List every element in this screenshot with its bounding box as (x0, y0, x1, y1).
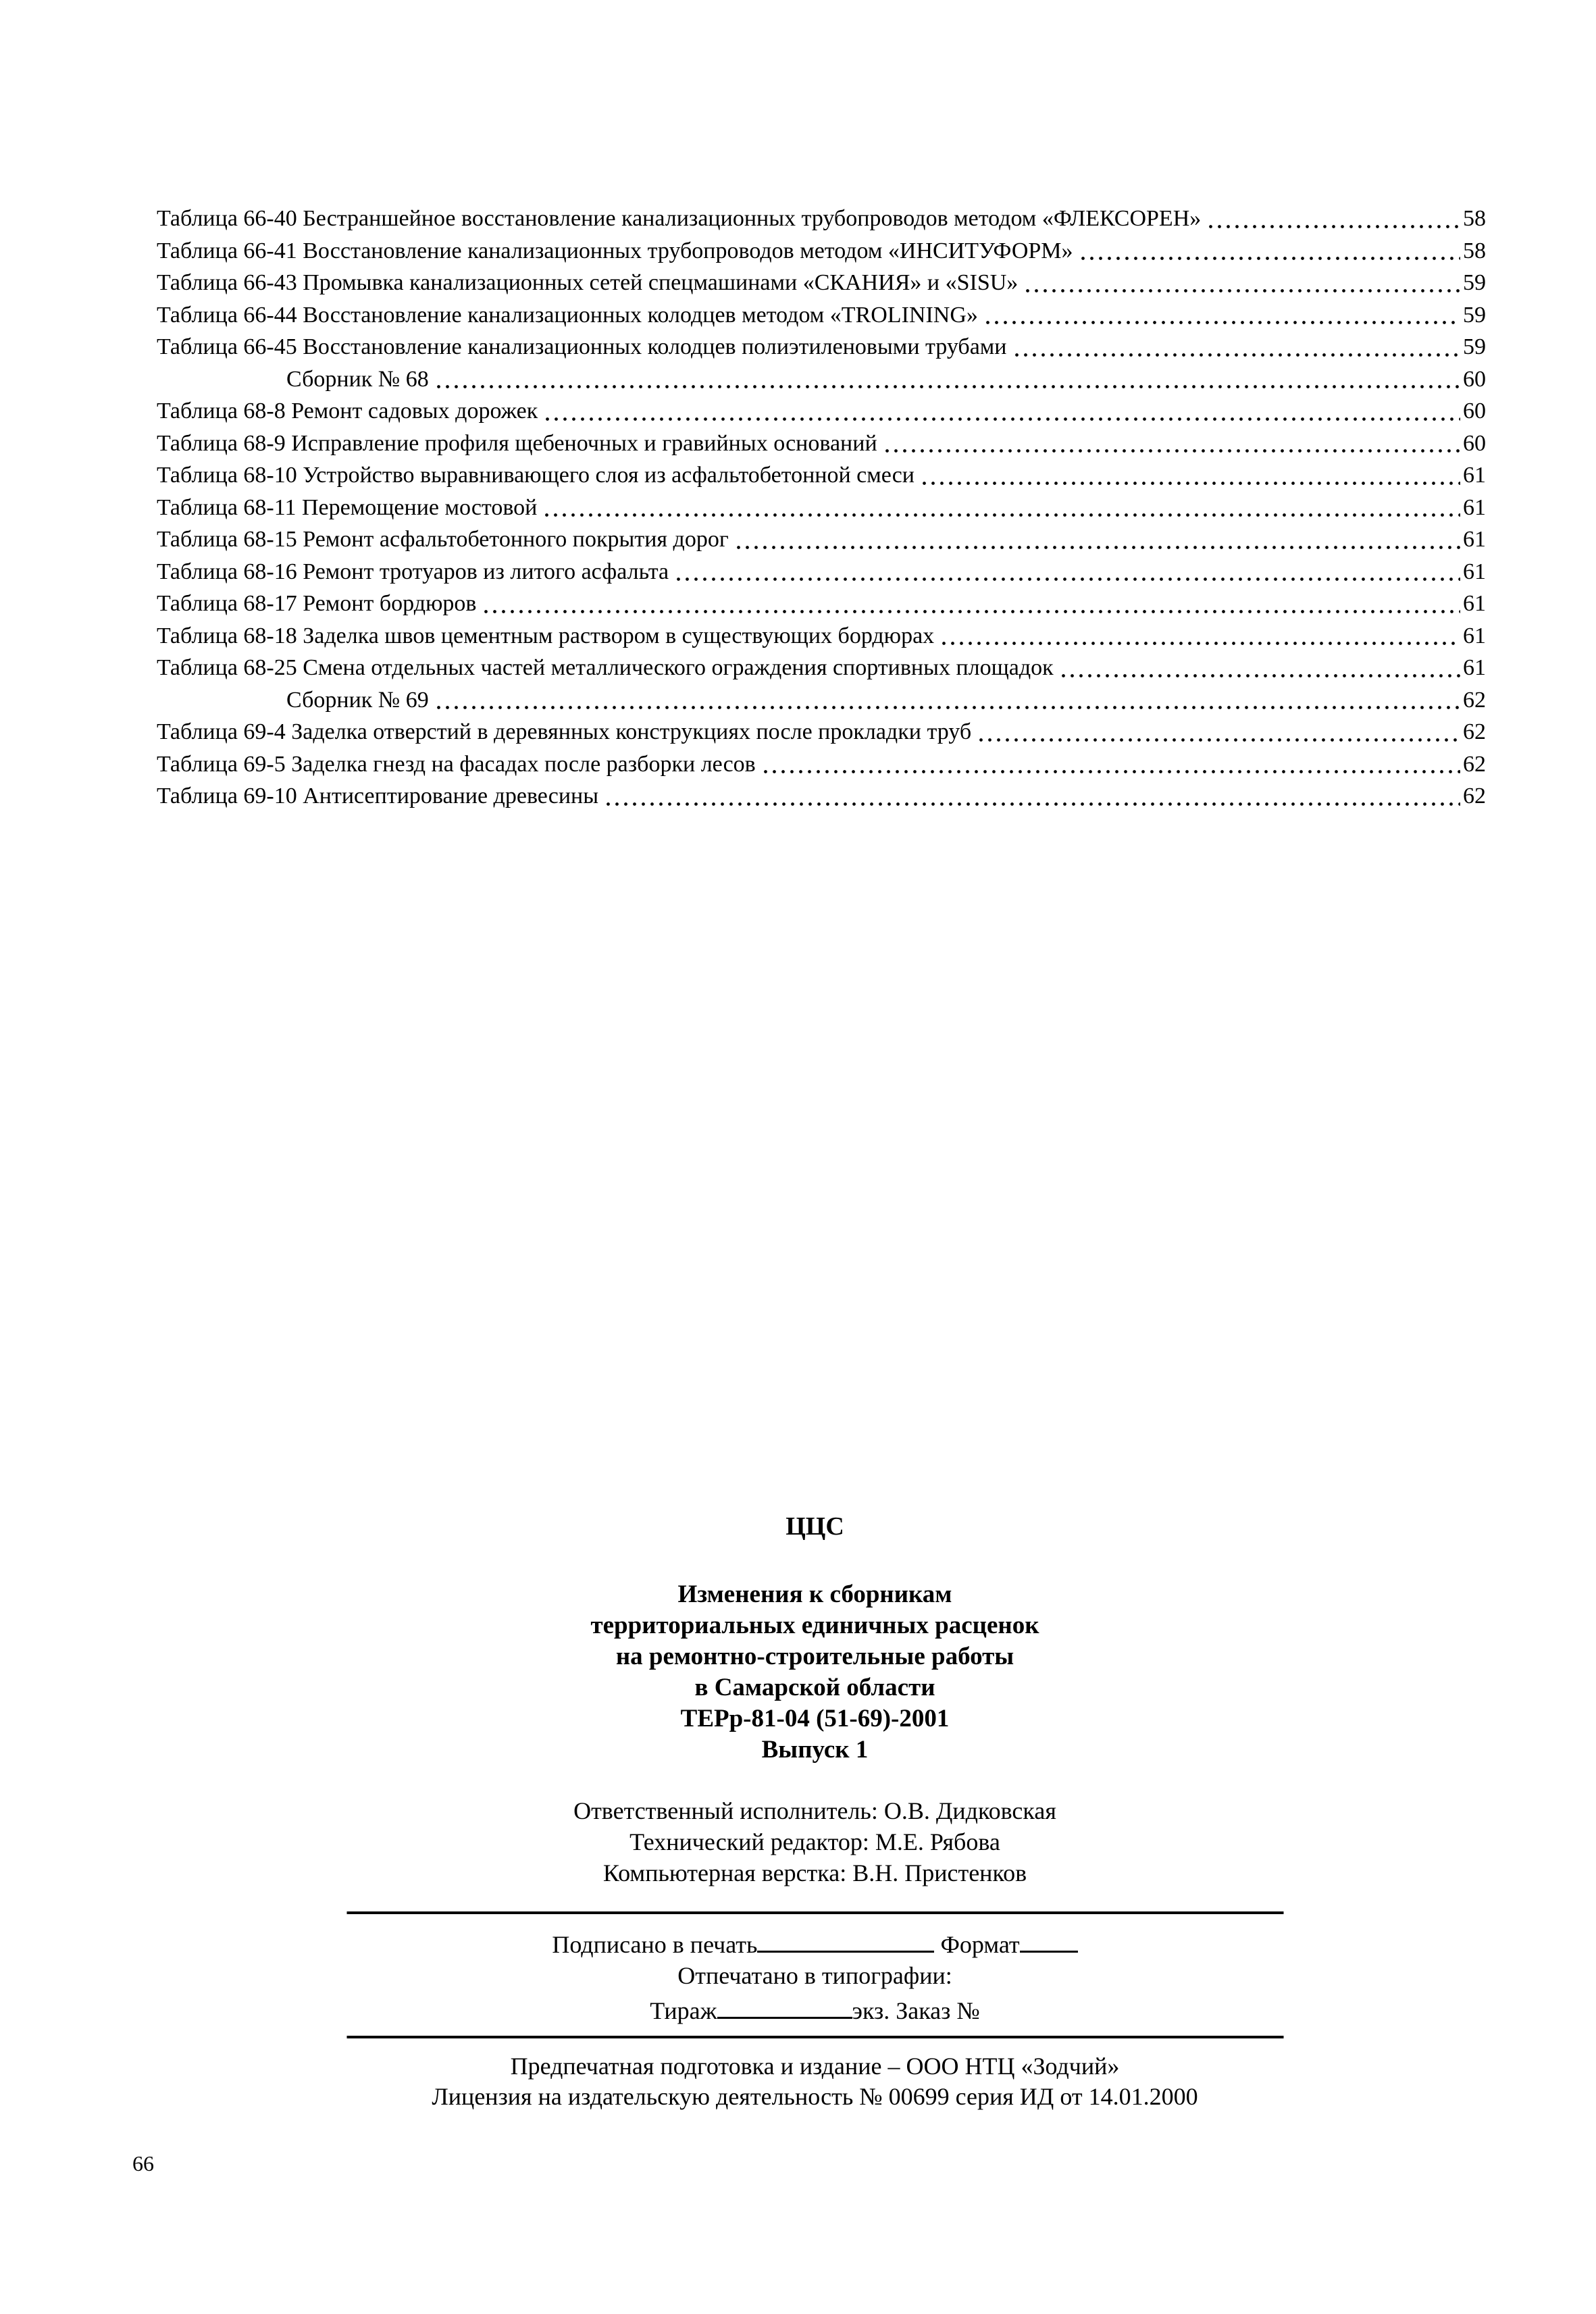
toc-entry-label: Таблица 68-25 Смена отдельных частей металлического ограждения спортивных площадок (157, 655, 1054, 680)
credit-line: Ответственный исполнитель: О.В. Дидковская (573, 1797, 1056, 1824)
toc-entry-label: Таблица 68-8 Ремонт садовых дорожек (157, 398, 538, 423)
printed-at-line: Отпечатано в типографии: (677, 1961, 952, 1989)
edition-title-line: Выпуск 1 (761, 1736, 869, 1764)
colophon (17, 0, 1596, 2314)
toc-entry-page-number: 62 (1463, 719, 1486, 744)
divider-rule-bottom (346, 2036, 1283, 2038)
signed-format-line (17, 1925, 1596, 1960)
edition-title-line: территориальных единичных расценок (590, 1612, 1039, 1639)
edition-title-line: в Самарской области (694, 1674, 935, 1701)
page-number: 66 (132, 2151, 154, 2176)
divider-rule-top (346, 1911, 1283, 1914)
toc-entry-page-number: 58 (1463, 238, 1486, 263)
toc-entry-page-number: 61 (1463, 559, 1486, 584)
publisher-abbreviation: ЦЦС (786, 1512, 844, 1541)
toc-entry-label: Таблица 68-16 Ремонт тротуаров из литого асфальта (157, 559, 669, 584)
edition-title-block (17, 1579, 1596, 1766)
toc-entry-page-number: 61 (1463, 591, 1486, 616)
toc-entry-label: Таблица 68-15 Ремонт асфальтобетонного покрытия дорог (157, 527, 729, 552)
signed-to-print-label: Подписано в печать (552, 1930, 758, 1958)
toc-entry-page-number: 60 (1463, 366, 1486, 392)
toc-entry-label: Таблица 68-18 Заделка швов цементным раствором в существующих бордюрах (157, 623, 935, 648)
toc-entry-page-number: 59 (1463, 270, 1486, 295)
tirazh-label: Тираж (650, 1997, 717, 2024)
tirazh-blank-field (717, 1991, 852, 2019)
toc-entry-page-number: 61 (1463, 623, 1486, 648)
toc-entry-page-number: 59 (1463, 302, 1486, 328)
toc-entry-page-number: 60 (1463, 430, 1486, 456)
edition-title-line: на ремонтно-строительные работы (615, 1643, 1014, 1670)
toc-entry-label: Таблица 69-4 Заделка отверстий в деревянных конструкциях после прокладки труб (157, 719, 972, 744)
toc-entry-label: Таблица 66-40 Бестраншейное восстановление канализационных трубопроводов методом «ФЛЕКСОРЕН» (157, 206, 1202, 231)
license-line: Лицензия на издательскую деятельность № 00699 серия ИД от 14.01.2000 (432, 2083, 1198, 2110)
toc-entry-label: Сборник № 68 (286, 366, 429, 392)
toc-entry-page-number: 60 (1463, 398, 1486, 423)
edition-title-line: Изменения к сборникам (677, 1580, 952, 1608)
format-blank-field (1020, 1925, 1078, 1953)
credits-block (17, 1795, 1596, 1888)
toc-entry-label: Сборник № 69 (286, 687, 429, 713)
prepress-publisher-line: Предпечатная подготовка и издание – ООО НТЦ «Зодчий» (510, 2053, 1120, 2080)
format-label: Формат (940, 1930, 1020, 1958)
toc-entry-label: Таблица 66-41 Восстановление канализационных трубопроводов методом «ИНСИТУФОРМ» (157, 238, 1073, 263)
credit-line: Компьютерная верстка: В.Н. Пристенков (602, 1859, 1027, 1886)
toc-entry-page-number: 62 (1463, 783, 1486, 808)
toc-entry-page-number: 62 (1463, 687, 1486, 713)
print-info-block (17, 1925, 1596, 2026)
edition-title-line: ТЕРр-81-04 (51-69)-2001 (680, 1705, 950, 1732)
toc-entry-label: Таблица 69-5 Заделка гнезд на фасадах после разборки лесов (157, 751, 756, 777)
toc-entry-page-number: 61 (1463, 463, 1486, 488)
signed-date-blank-field (757, 1925, 934, 1953)
toc-entry-label: Таблица 68-11 Перемощение мостовой (157, 494, 538, 520)
toc-entry-page-number: 59 (1463, 334, 1486, 359)
toc-entry-label: Таблица 66-45 Восстановление канализационных колодцев полиэтиленовыми трубами (157, 334, 1007, 359)
toc-entry-label: Таблица 68-17 Ремонт бордюров (157, 591, 477, 616)
toc-entry-page-number: 61 (1463, 655, 1486, 680)
toc-entry-label: Таблица 66-43 Промывка канализационных сетей спецмашинами «СКАНИЯ» и «SISU» (157, 270, 1019, 295)
toc-entry-label: Таблица 69-10 Антисептирование древесины (157, 783, 599, 808)
toc-entry-label: Таблица 66-44 Восстановление канализационных колодцев методом «TROLINING» (157, 302, 978, 328)
tirazh-line (17, 1991, 1596, 2026)
toc-entry-page-number: 61 (1463, 494, 1486, 520)
toc-entry-page-number: 62 (1463, 751, 1486, 777)
toc-entry-page-number: 61 (1463, 527, 1486, 552)
toc-entry-label: Таблица 68-9 Исправление профиля щебеночных и гравийных оснований (157, 430, 877, 456)
toc-entry-label: Таблица 68-10 Устройство выравнивающего слоя из асфальтобетонной смеси (157, 463, 915, 488)
credit-line: Технический редактор: М.Е. Рябова (629, 1828, 1000, 1855)
toc-entry-page-number: 58 (1463, 206, 1486, 231)
tirazh-suffix: экз. Заказ № (852, 1997, 980, 2024)
